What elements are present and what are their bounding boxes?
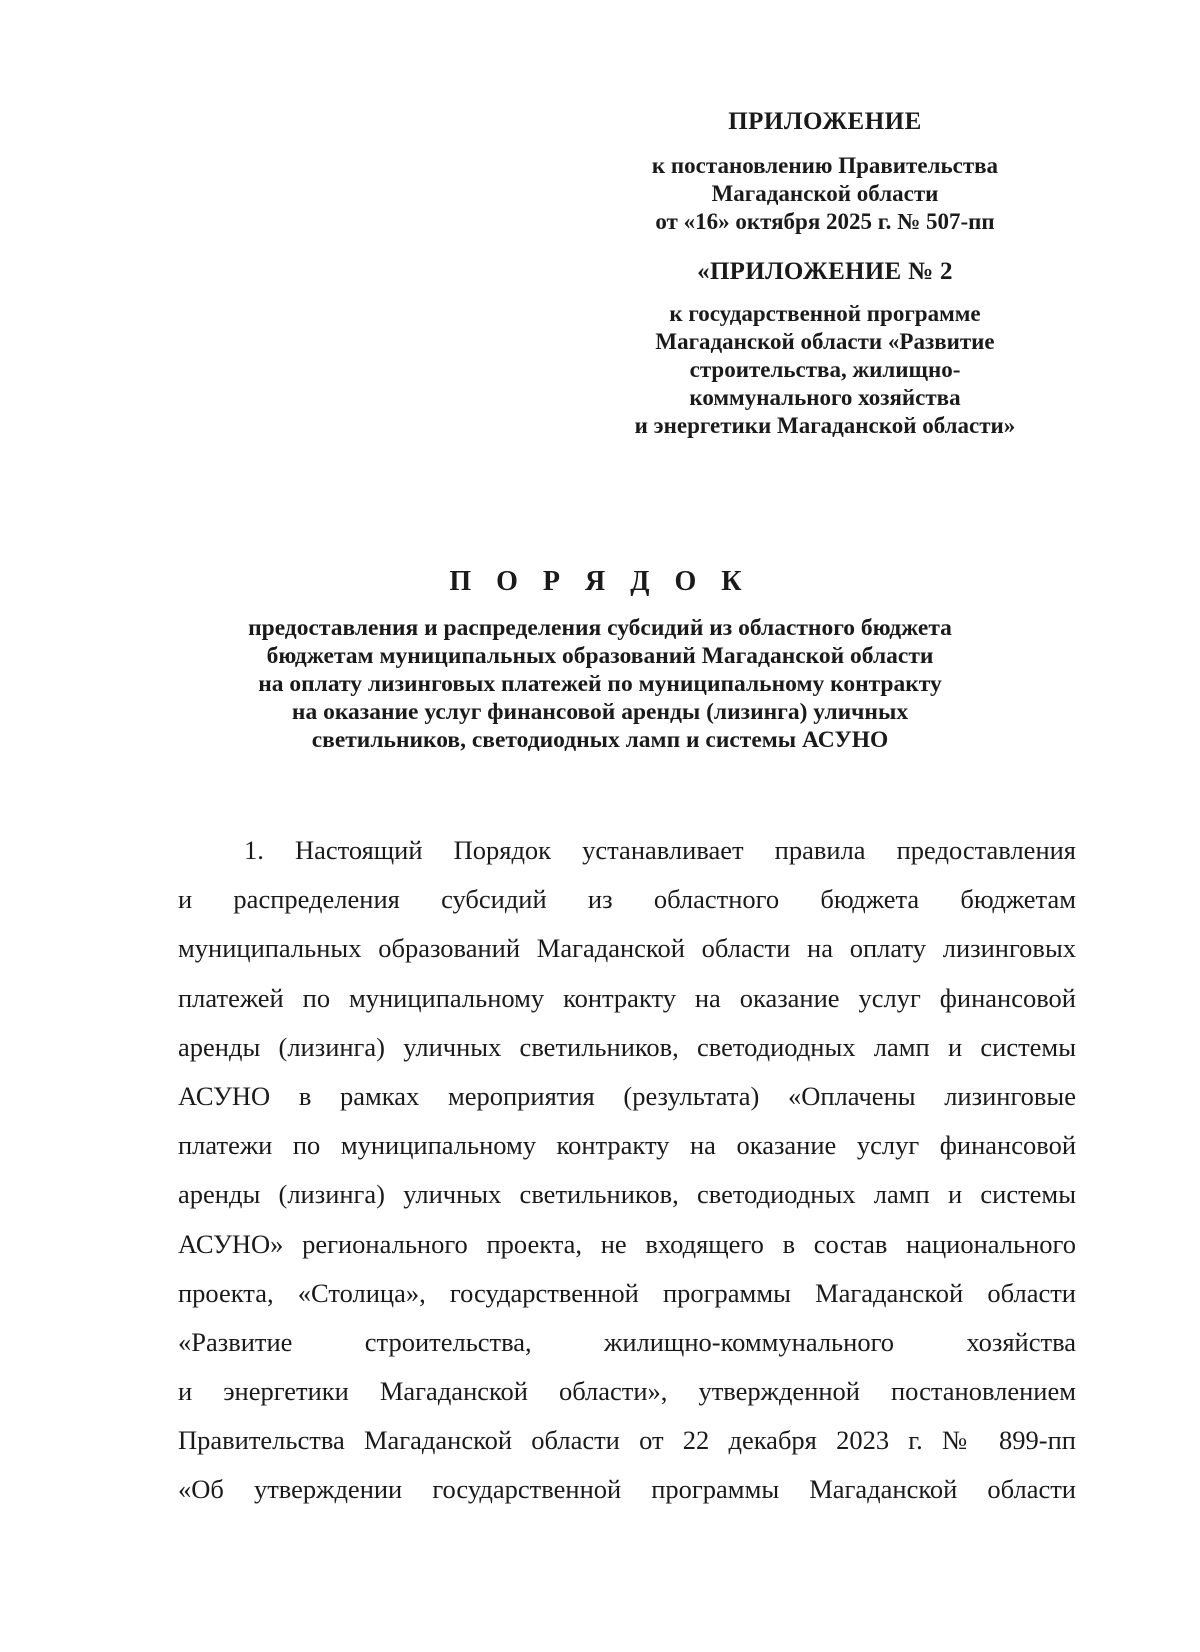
body-line: платежи по муниципальному контракту на оказание услуг финансовой	[178, 1130, 1076, 1161]
body-line: «Развитие строительства, жилищно-коммунального хозяйства	[178, 1326, 1076, 1357]
body-paragraph	[178, 826, 1076, 1515]
body-line: аренды (лизинга) уличных светильников, светодиодных ламп и системы	[178, 1179, 1076, 1210]
body-line: Правительства Магаданской области от 22 декабря 2023 г. № 899-пп	[178, 1425, 1076, 1456]
appendix-line: от «16» октября 2025 г. № 507-пп	[655, 209, 995, 234]
appendix-header	[600, 108, 1050, 440]
appendix-2-line: строительства, жилищно-	[689, 357, 961, 382]
body-line: и распределения субсидий из областного бюджета бюджетам	[178, 884, 1076, 915]
body-line: «Об утверждении государственной программы Магаданской области	[178, 1474, 1076, 1505]
appendix-2-line: к государственной программе	[669, 301, 981, 326]
body-line: платежей по муниципальному контракту на оказание услуг финансовой	[178, 982, 1076, 1013]
appendix-2-line: Магаданской области «Развитие	[655, 329, 995, 354]
appendix-2-title: «ПРИЛОЖЕНИЕ № 2	[697, 258, 953, 285]
appendix-line: к постановлению Правительства	[651, 153, 999, 178]
subtitle-line: бюджетам муниципальных образований Магаданской области	[266, 643, 934, 669]
body-line: муниципальных образований Магаданской области на оплату лизинговых	[178, 933, 1076, 964]
subtitle-line: светильников, светодиодных ламп и системы АСУНО	[311, 727, 889, 753]
subtitle-line: предоставления и распределения субсидий из областного бюджета	[248, 615, 952, 641]
document-subtitle	[170, 614, 1030, 754]
body-line: 1. Настоящий Порядок устанавливает правила предоставления	[244, 835, 1076, 865]
appendix-2-line: и энергетики Магаданской области»	[634, 413, 1016, 438]
subtitle-line: на оказание услуг финансовой аренды (лизинга) уличных	[291, 699, 909, 725]
appendix-line: Магаданской области	[711, 181, 939, 206]
appendix-title: ПРИЛОЖЕНИЕ	[728, 108, 922, 135]
subtitle-line: на оплату лизинговых платежей по муниципальному контракту	[258, 671, 942, 697]
body-line: аренды (лизинга) уличных светильников, светодиодных ламп и системы	[178, 1031, 1076, 1062]
body-line: проекта, «Столица», государственной программы Магаданской области	[178, 1277, 1076, 1308]
document-title: П О Р Я Д О К	[449, 566, 751, 597]
body-line: АСУНО в рамках мероприятия (результата) «Оплачены лизинговые	[178, 1080, 1076, 1111]
appendix-2-line: коммунального хозяйства	[689, 385, 961, 410]
body-line: и энергетики Магаданской области», утвержденной постановлением	[178, 1376, 1076, 1407]
body-line: АСУНО» регионального проекта, не входящего в состав национального	[178, 1228, 1076, 1259]
